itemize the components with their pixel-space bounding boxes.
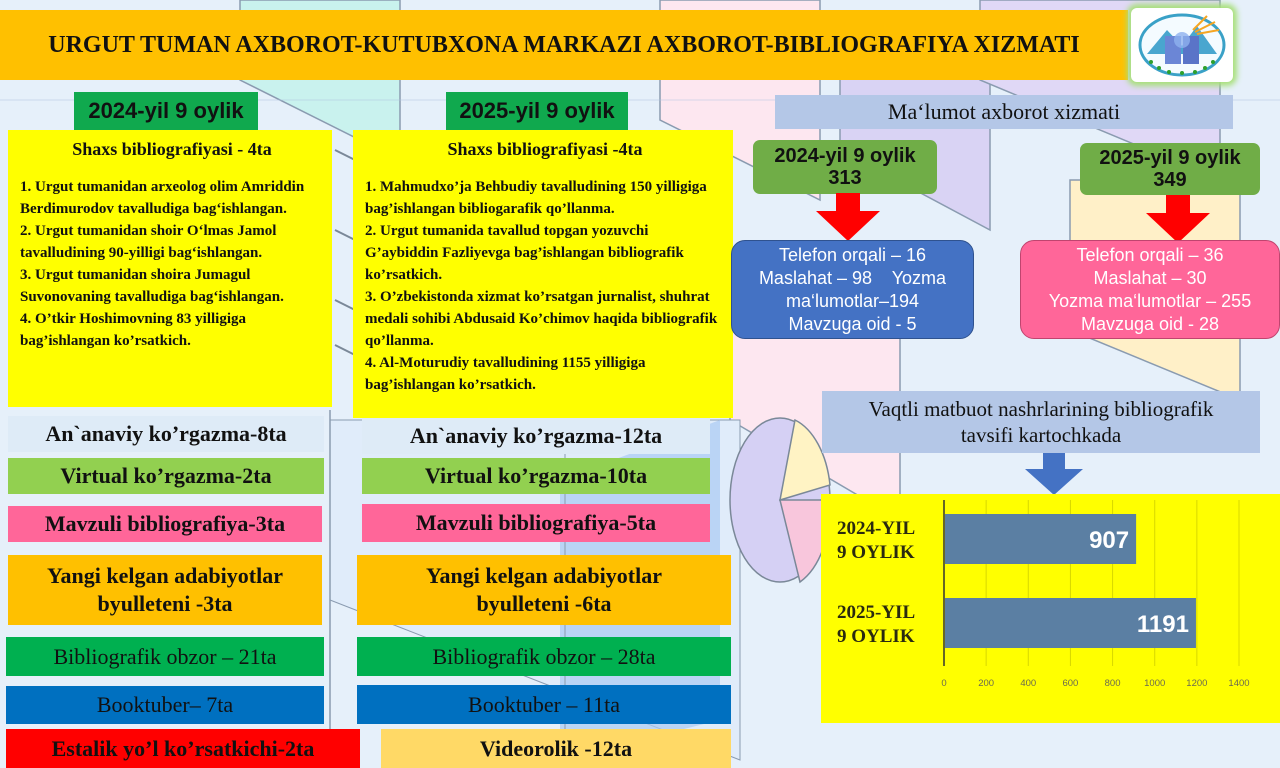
personal-bibliography-2025 [353,130,733,418]
category-booktuber-2025 [357,685,731,724]
info-service-title [775,95,1233,129]
list-item: 2. Urgut tumanidan shoir O‘lmas Jamol tavalludining 90-yilligi bag‘ishlangan. [20,223,277,261]
year-label-2025-text: 2025-yil 9 oylik [459,98,615,123]
category-label: Bibliografik obzor – 21ta [53,643,277,669]
category-booktuber-2024 [6,686,324,724]
periodicals-title [822,391,1260,453]
category-axis-label: 2025-YIL [837,602,916,623]
year-label-2024-text: 2024-yil 9 oylik [88,98,244,123]
bar-chart-svg [821,494,1280,723]
stat-line: Telefon orqali – 16 [778,244,927,265]
library-logo-icon [1131,8,1233,82]
category-video-clip-2025 [381,729,731,768]
stat-line: Mavzuga oid - 28 [1080,313,1220,334]
year-label-text: 2024-yil 9 oylik [774,145,916,167]
axis-tick-label: 600 [1062,678,1079,689]
category-axis-label: 9 OYLIK [837,542,915,563]
category-label: Booktuber – 11ta [468,691,620,717]
periodicals-bar-chart [821,494,1280,723]
personal-bibliography-title: Shaxs bibliografiyasi - 4ta [72,139,272,159]
personal-bibliography-list [20,176,324,352]
stat-line: Maslahat – 30 [1093,267,1207,288]
axis-tick-label: 200 [978,678,995,689]
category-label: Yangi kelgan adabiyotlar byulleteni -3ta [47,563,283,616]
category-traditional-exhibition-2025 [362,418,710,454]
info-service-title-text: Ma‘lumot axborot xizmati [887,99,1121,124]
stat-line: Maslahat – 98 Yozma [758,267,947,288]
category-label: Bibliografik obzor – 28ta [432,643,656,669]
stat-line: ma‘lumotlar–194 [785,290,920,311]
year-label-2024 [74,92,258,130]
category-label: Estalik yo’l ko’rsatkichi-2ta [51,735,315,761]
periodicals-title-text: Vaqtli matbuot nashrlarining bibliografik tavsifi kartochkada [868,397,1214,447]
year-label-text: 2025-yil 9 oylik [1099,147,1241,169]
category-memorial-guide-2024 [6,729,360,768]
personal-bibliography-title: Shaxs bibliografiyasi -4ta [447,139,643,159]
info-service-breakdown-2024 [731,240,974,339]
category-thematic-bibliography-2024 [8,506,322,542]
category-virtual-exhibition-2025 [362,458,710,494]
arrow-down-icon [1025,453,1083,495]
list-item: 4. Al-Moturudiy tavalludining 1155 yilligiga bag’ishlangan ko’rsatkich. [365,355,646,393]
category-new-literature-bulletin-2024 [8,555,322,625]
list-item: 1. Mahmudxo’ja Behbudiy tavalludining 150 yilligiga bag’ishlangan bibliogarafik qo’llanma. [365,179,707,217]
axis-tick-label: 400 [1020,678,1037,689]
category-label: An`anaviy ko’rgazma-12ta [409,423,663,448]
category-label: Mavzuli bibliografiya-5ta [415,510,657,535]
category-thematic-bibliography-2025 [362,504,710,542]
category-axis-label: 2024-YIL [837,518,916,539]
category-virtual-exhibition-2024 [8,458,324,494]
page-title-text: URGUT TUMAN AXBOROT-KUTUBXONA MARKAZI AXBOROT-BIBLIOGRAFIYA XIZMATI [48,32,1080,58]
category-traditional-exhibition-2024 [8,416,324,452]
info-service-year-2025 [1080,143,1260,195]
page-title [0,10,1128,80]
list-item: 3. O’zbekistonda xizmat ko’rsatgan jurnalist, shuhrat medali sohibi Abdusaid Ko’chimov haqida bibliografik qo’llanma. [365,289,718,349]
axis-tick-label: 0 [941,678,947,689]
category-label: Booktuber– 7ta [96,692,234,717]
arrow-down-icon [1146,195,1210,243]
category-axis-label: 9 OYLIK [837,626,915,647]
stat-line: Mavzuga oid - 5 [788,313,917,334]
category-bibliographic-review-2024 [6,637,324,676]
list-item: 1. Urgut tumanidan arxeolog olim Amriddin Berdimurodov tavalludiga bag‘ishlangan. [20,179,305,217]
category-label: An`anaviy ko’rgazma-8ta [45,421,287,446]
category-label: Virtual ko’rgazma-10ta [424,463,648,488]
total-count: 313 [828,167,862,189]
list-item: 3. Urgut tumanidan shoira Jumagul Suvonovaning tavalludiga bag‘ishlangan. [20,267,284,305]
info-service-breakdown-2025 [1020,240,1280,339]
axis-tick-label: 1400 [1228,678,1250,689]
total-count: 349 [1153,169,1187,191]
bar-value-label: 907 [1089,527,1130,554]
category-label: Videorolik -12ta [479,735,633,761]
bar-value-label: 1191 [1136,611,1189,638]
category-bibliographic-review-2025 [357,637,731,676]
category-label: Mavzuli bibliografiya-3ta [44,511,286,536]
list-item: 2. Urgut tumanida tavallud topgan yozuvchi G’aybiddin Fazliyevga bag’ishlangan bibliografik ko’rsatkich. [365,223,684,283]
personal-bibliography-2024 [8,130,332,407]
axis-tick-label: 800 [1104,678,1121,689]
info-service-year-2024 [753,140,937,194]
category-label: Yangi kelgan adabiyotlar byulleteni -6ta [426,563,662,616]
personal-bibliography-list [365,176,725,396]
axis-tick-label: 1000 [1144,678,1166,689]
stat-line: Yozma ma‘lumotlar – 255 [1048,290,1252,311]
axis-tick-label: 1200 [1186,678,1208,689]
category-new-literature-bulletin-2025 [357,555,731,625]
list-item: 4. O’tkir Hoshimovning 83 yilligiga bag’ishlangan ko’rsatkich. [20,311,247,349]
category-label: Virtual ko’rgazma-2ta [60,463,272,488]
year-label-2025 [446,92,628,130]
arrow-down-icon [816,193,880,241]
stat-line: Telefon orqali – 36 [1076,244,1224,265]
library-logo-graphic [1137,12,1227,78]
